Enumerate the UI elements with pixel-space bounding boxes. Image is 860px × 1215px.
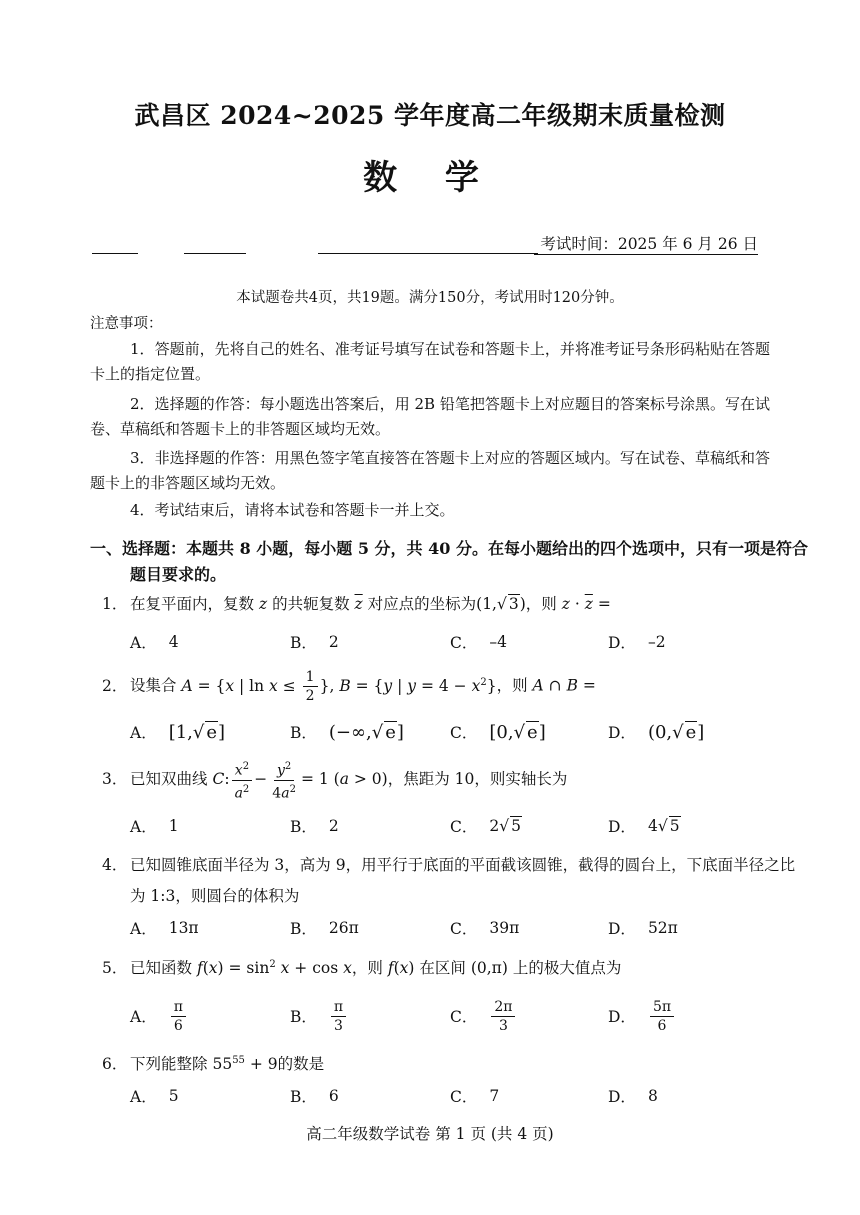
notice-item: 1．答题前，先将自己的姓名、准考证号填写在试卷和答题卡上，并将准考证号条形码粘贴在答题卡上的指定位置。 bbox=[90, 340, 770, 383]
option-d bbox=[608, 994, 676, 1038]
option-label: D． bbox=[608, 1088, 636, 1106]
option-label: B． bbox=[290, 1008, 317, 1026]
q-text: 的共轭复数 bbox=[272, 595, 350, 613]
option-label: C． bbox=[450, 634, 478, 652]
formula: (0,π) bbox=[470, 959, 508, 978]
option-a bbox=[130, 908, 199, 948]
question-6 bbox=[102, 1048, 782, 1077]
denominator: 3 bbox=[498, 1017, 508, 1034]
question-number: 3． bbox=[102, 770, 128, 789]
class-blank bbox=[184, 253, 246, 254]
option-c bbox=[450, 806, 522, 846]
formula: (1,√ 3) bbox=[476, 595, 526, 613]
question-number: 1． bbox=[102, 595, 128, 613]
option-label: C． bbox=[450, 1008, 478, 1026]
fraction bbox=[491, 998, 515, 1035]
exam-time: 考试时间：2025 年 6 月 26 日 bbox=[534, 232, 758, 255]
option-label: B． bbox=[290, 724, 317, 742]
question-4 bbox=[102, 850, 800, 912]
number-blank bbox=[318, 253, 538, 254]
option-d bbox=[608, 622, 666, 662]
option-value: 26π bbox=[328, 919, 359, 937]
option-value: 8 bbox=[647, 1087, 658, 1105]
q-text: 已知圆锥底面半径为 3，高为 9，用平行于底面的平面截该圆锥，截得的圆台上，下底面半径之比为 1:3，则圆台的体积为 bbox=[130, 856, 796, 905]
q-text: ，焦距为 10，则实轴长为 bbox=[387, 770, 568, 789]
numerator: π bbox=[331, 998, 346, 1017]
option-d bbox=[608, 908, 678, 948]
option-b bbox=[290, 712, 404, 752]
option-label: C． bbox=[450, 818, 478, 836]
fraction bbox=[650, 998, 674, 1035]
option-label: D． bbox=[608, 634, 636, 652]
formula: $z \cdot \overline{z}$ = bbox=[561, 595, 611, 613]
option-b bbox=[290, 622, 339, 662]
option-b bbox=[290, 806, 339, 846]
fraction bbox=[331, 998, 346, 1035]
option-a bbox=[130, 994, 188, 1038]
intro-text: 本试题卷共4页，共19题。满分150分，考试用时120分钟。 bbox=[236, 290, 624, 306]
formula: $f(x) = \sin^2 x + \cos x$ bbox=[196, 959, 352, 978]
option-value: 39π bbox=[489, 919, 520, 937]
fraction bbox=[171, 998, 186, 1035]
option-label: C． bbox=[450, 920, 478, 938]
question-number: 4． bbox=[102, 856, 128, 874]
question-number: 6． bbox=[102, 1055, 128, 1074]
q-text: 上的极大值点为 bbox=[512, 959, 622, 978]
question-2 bbox=[102, 668, 782, 705]
numerator: π bbox=[171, 998, 186, 1017]
option-label: D． bbox=[608, 1008, 636, 1026]
option-value: 2 bbox=[328, 633, 339, 651]
q-text: 在复平面内，复数 bbox=[130, 595, 255, 613]
formula: [0,√ e] bbox=[489, 721, 546, 743]
option-label: D． bbox=[608, 920, 636, 938]
option-label: A． bbox=[130, 634, 157, 652]
option-value: 1 bbox=[168, 817, 179, 835]
option-label: B． bbox=[290, 920, 317, 938]
page-title: 武昌区 2024~2025 学年度高二年级期末质量检测 bbox=[134, 101, 726, 130]
option-label: B． bbox=[290, 634, 317, 652]
option-value: 7 bbox=[489, 1087, 500, 1105]
option-label: A． bbox=[130, 724, 157, 742]
option-a bbox=[130, 622, 179, 662]
option-b bbox=[290, 1076, 339, 1116]
option-b bbox=[290, 994, 348, 1038]
option-label: A． bbox=[130, 920, 157, 938]
option-value: 6 bbox=[328, 1087, 339, 1105]
subject-title: 数 学 bbox=[363, 158, 497, 198]
option-c bbox=[450, 622, 507, 662]
options-row bbox=[130, 908, 770, 948]
option-c bbox=[450, 712, 546, 752]
section-heading: 一、选择题：本题共 8 小题，每小题 5 分，共 40 分。在每小题给出的四个选项中，只有一项是符合题目要求的。 bbox=[90, 539, 808, 584]
q-text: 设集合 bbox=[130, 676, 177, 695]
option-d bbox=[608, 712, 704, 752]
option-label: C． bbox=[450, 1088, 478, 1106]
formula: √ 5 bbox=[657, 817, 680, 835]
formula: A ∩ B = bbox=[532, 676, 596, 695]
notice-item: 4．考试结束后，请将本试卷和答题卡一并上交。 bbox=[130, 501, 455, 519]
denominator: 3 bbox=[334, 1017, 343, 1034]
option-a bbox=[130, 712, 225, 752]
option-value: 2 bbox=[328, 817, 339, 835]
q-text: 的数是 bbox=[277, 1055, 325, 1074]
option-label: B． bbox=[290, 818, 317, 836]
option-value: 4 bbox=[168, 633, 179, 651]
notice-heading: 注意事项： bbox=[90, 316, 163, 332]
option-d bbox=[608, 806, 681, 846]
options-row bbox=[130, 712, 770, 752]
question-number: 2． bbox=[102, 676, 128, 695]
question-1 bbox=[102, 592, 782, 617]
options-row bbox=[130, 806, 770, 846]
formula: z bbox=[258, 595, 268, 613]
option-label: D． bbox=[608, 724, 636, 742]
question-number: 5． bbox=[102, 959, 128, 978]
page-footer: 高二年级数学试卷 第 1 页 (共 4 页) bbox=[306, 1125, 554, 1143]
option-b bbox=[290, 908, 359, 948]
denominator: 6 bbox=[657, 1017, 667, 1034]
option-value: 13π bbox=[168, 919, 199, 937]
q-text: ，则 bbox=[351, 959, 383, 978]
q-text: 在区间 bbox=[419, 959, 466, 978]
option-c bbox=[450, 1076, 499, 1116]
question-5 bbox=[102, 952, 782, 981]
option-value: –4 bbox=[489, 633, 507, 651]
option-value: 52π bbox=[647, 919, 678, 937]
options-row bbox=[130, 622, 770, 662]
option-value: 2 bbox=[489, 817, 500, 835]
q-text: 对应点的坐标为 bbox=[367, 595, 477, 613]
option-value: –2 bbox=[647, 633, 666, 651]
option-a bbox=[130, 806, 179, 846]
option-c bbox=[450, 994, 517, 1038]
name-blank bbox=[92, 253, 138, 254]
q-text: 已知双曲线 bbox=[130, 770, 208, 789]
numerator: 5π bbox=[650, 998, 674, 1017]
exam-info-line bbox=[92, 232, 760, 254]
question-3 bbox=[102, 758, 782, 802]
formula: [1,√ e] bbox=[168, 721, 226, 743]
notice-item: 2．选择题的作答：每小题选出答案后，用 2B 铅笔把答题卡上对应题目的答案标号涂黑。写在试卷、草稿纸和答题卡上的非答题区域均无效。 bbox=[90, 395, 770, 438]
numerator: 2π bbox=[491, 998, 515, 1017]
option-label: A． bbox=[130, 818, 157, 836]
option-d bbox=[608, 1076, 658, 1116]
option-label: A． bbox=[130, 1088, 157, 1106]
option-label: A． bbox=[130, 1008, 157, 1026]
option-label: C． bbox=[450, 724, 478, 742]
formula: (−∞,√ e] bbox=[328, 721, 404, 743]
options-row bbox=[130, 994, 770, 1038]
formula: (0,√ e] bbox=[647, 721, 705, 743]
q-text: ，则 bbox=[525, 595, 557, 613]
option-label: B． bbox=[290, 1088, 317, 1106]
q-text: ，则 bbox=[496, 676, 528, 695]
formula: $55^{55} + 9$ bbox=[212, 1055, 278, 1074]
options-row bbox=[130, 1076, 770, 1116]
option-c bbox=[450, 908, 519, 948]
option-value: 4 bbox=[647, 817, 658, 835]
formula: $\overline{z}$ bbox=[354, 595, 363, 613]
option-value: 5 bbox=[168, 1087, 179, 1105]
formula: f(x) bbox=[387, 959, 415, 978]
notice-item: 3．非选择题的作答：用黑色签字笔直接答在答题卡上对应的答题区域内。写在试卷、草稿纸和答题卡上的非答题区域均无效。 bbox=[90, 449, 770, 492]
option-a bbox=[130, 1076, 179, 1116]
q-text: 下列能整除 bbox=[130, 1055, 208, 1074]
formula: √ 5 bbox=[499, 817, 522, 835]
q-text: 已知函数 bbox=[130, 959, 193, 978]
formula: C: $\frac{x^2}{a^2}$ − $\frac{y^2}{4a^2}$ = 1 (a > 0) bbox=[212, 770, 387, 788]
formula: A = {x | ln x ≤ $\frac{1}{2}$ }, B = {y | $y = 4 - x^2$} bbox=[181, 669, 497, 704]
option-label: D． bbox=[608, 818, 636, 836]
denominator: 6 bbox=[173, 1017, 183, 1034]
